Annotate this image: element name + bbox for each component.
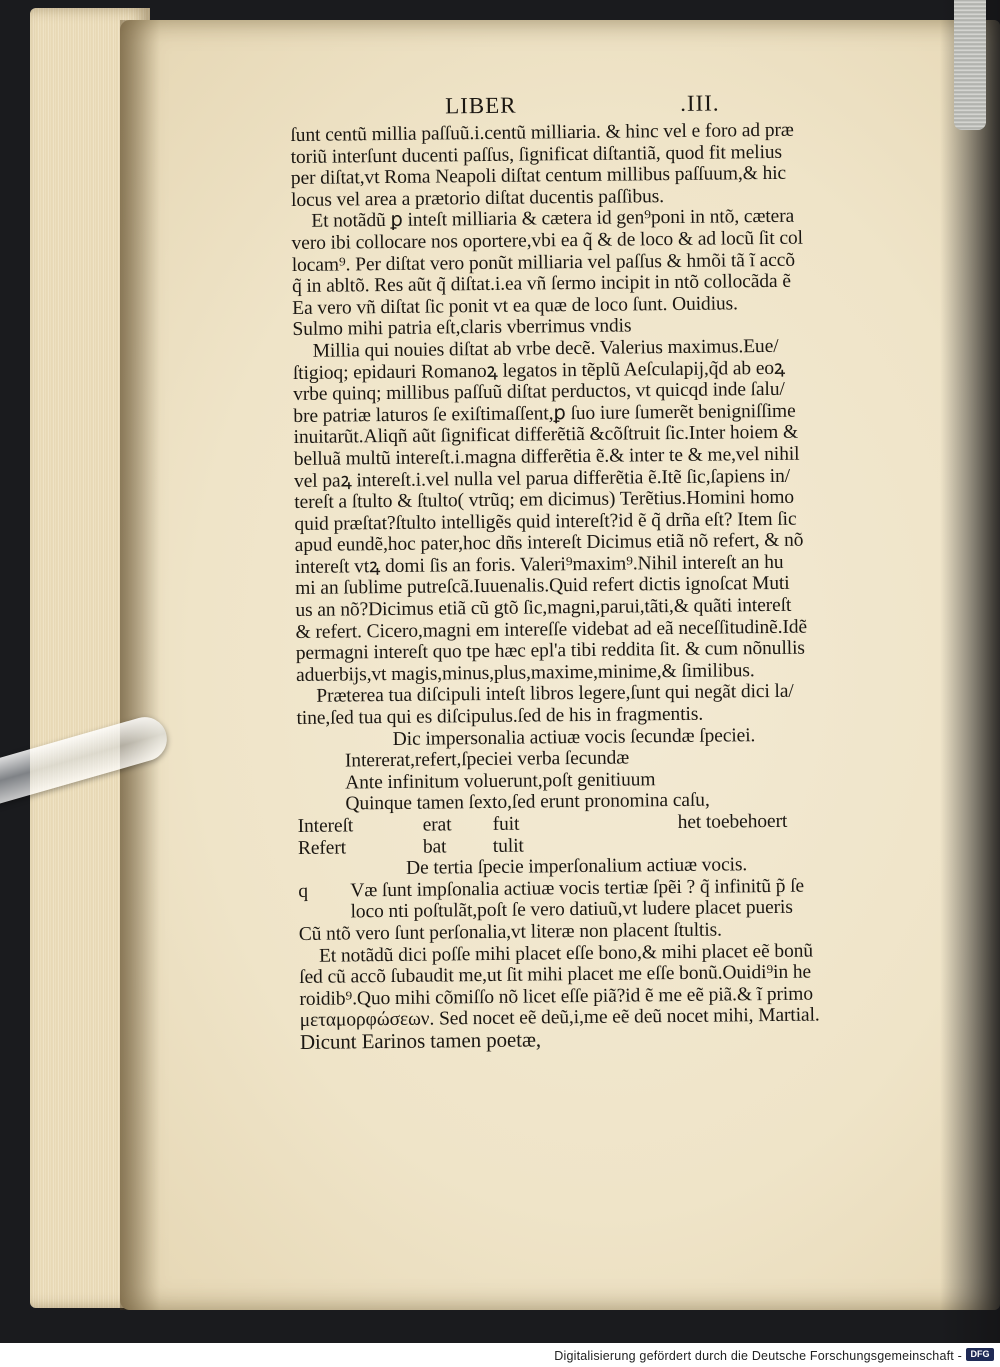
guide-letter: q [298, 880, 309, 902]
text-line: toriũ interſunt ducenti paſſus, ſignificat diſtantiã, quod fit melius [290, 141, 783, 168]
conj-imperfect: erat [422, 814, 452, 836]
dfg-logo-icon: DFG [966, 1348, 994, 1361]
text-line: locus vel area a prætorio diſtat ducentis paſſibus. [290, 185, 665, 211]
verse-line: Quinque tamen ſexto,ſed erunt pronomina caſu, [345, 790, 710, 815]
text-line: quid præſtat?ſtulto intelligẽs quid intereſt?id ẽ q̃ drña eſt? Item ſic [294, 508, 797, 535]
verse-line: Intererat,refert,ſpeciei verba ſecundæ [344, 747, 630, 772]
text-line: apud eundẽ,hoc pater,hoc dñs intereſt Dicimus etiã nõ refert, & nõ [294, 529, 804, 557]
conj-perfect: tulit [492, 835, 524, 857]
text-line: ſunt centũ millia paſſuũ.i.centũ milliaria. & hinc vel e foro ad præ [290, 119, 794, 146]
text-line: Dicunt Earinos tamen poetæ, [299, 1027, 542, 1054]
bookmark-ribbon [954, 0, 986, 130]
text-line: intereſt vtꝝ domi ſis an foris. Valeri⁹maxim⁹.Nihil intereſt an hu [294, 551, 784, 578]
text-line: per diſtat,vt Roma Neapoli diſtat centum millibus paſſuum,& hic [290, 162, 787, 190]
text-line: μεταμορφώσεων. Sed nocet eẽ deũ,i,me eẽ deũ nocet mihi, Martial. [299, 1004, 820, 1032]
text-line: aduerbijs,vt magis,minus,plus,maxime,minime,& ſimilibus. [295, 660, 755, 686]
text-line: tine,ſed tua qui es diſcipulus.ſed de his in fragmentis. [296, 703, 704, 729]
text-line: Et notãdũ ꝑ inteſt milliaria & cætera id gen⁹poni in ntõ, cætera [311, 206, 795, 233]
text-line: Millia qui nouies diſtat ab vrbe decẽ. Valerius maximus.Eue/ [312, 335, 779, 362]
text-line: Præterea tua diſcipuli inteſt libros legere,ſunt qui negãt dici la/ [316, 681, 794, 708]
text-line: belluã multũ intereſt.i.magna differẽtia ẽ.& inter te & me,vel nihil [293, 443, 800, 470]
text-line: Et notãdũ dici poſſe mihi placet eſſe bono,& mihi placet eẽ bonũ [318, 940, 814, 967]
printed-text-block [290, 88, 950, 1053]
text-line: vel paꝝ intereſt.i.vel nulla vel parua differẽtia ẽ.Itẽ ſic,ſapiens in/ [293, 465, 791, 492]
text-line: bre patriæ laturos ſe exiſtimaſſent,ꝑ ſuo iure ſumerẽt benigniſſime [293, 400, 796, 427]
verse-line: Ante infinitum voluerunt,poſt genitiuum [345, 769, 656, 794]
funding-notice: Digitalisierung gefördert durch die Deutsche Forschungsgemeinschaft - [554, 1349, 962, 1363]
conj-perfect: fuit [492, 813, 520, 835]
footer-bar [0, 1343, 1000, 1367]
text-line: Ea vero vñ diſtat ſic ponit vt ea quæ de loco ſunt. Ouidius. [292, 293, 738, 319]
text-line: inuitarũt.Aliqñ aũt ſignificat differẽtiã &cõſtruit ſic.Inter hoiem & [293, 422, 799, 449]
verse-heading: Dic impersonalia actiuæ vocis ſecundæ ſpeciei. [392, 724, 756, 750]
text-line: mi an ſublime putreſcã.Iuuenalis.Quid refert dictis ignoſcat Muti [295, 573, 790, 600]
text-line: roidib⁹.Quo mihi cõmiſſo nõ licet eſſe piã?id ẽ me eẽ piã.& ĩ primo [299, 983, 814, 1010]
text-line: locam⁹. Per diſtat vero ponũt milliaria vel paſſus & hmõi tã ĩ accõ [291, 249, 796, 276]
facing-page-edge [940, 0, 1000, 1343]
text-line: Væ ſunt impſonalia actiuæ vocis tertiæ ſpẽi ? q̃ infinitũ p̃ ſe [350, 875, 805, 902]
text-line: vrbe quinq; millibus paſſuũ diſtat perductos, vt quicqd inde ſalu/ [293, 378, 785, 406]
text-line: loco nti poſtulãt,poſt ſe vero datiuũ,vt ludere placet pueris [350, 897, 793, 923]
text-line: permagni intereſt quo tpe hæc epl'a tibi reddita ſit. & cum nõnullis [295, 637, 805, 665]
text-line: vero ibi collocare nos oportere,vbi ea q̃ & de loco & ad locũ ſit col [291, 227, 804, 254]
text-line: q̃ in abltõ. Res aũt q̃ diſtat.i.ea vñ ſermo incipit in ntõ collocãda ẽ [291, 270, 791, 298]
text-line: Cũ ntõ vero ſunt perſonalia,vt literæ non placent ſtultis. [298, 919, 723, 945]
page-gutter-shadow [120, 20, 160, 1310]
header-book-number: .III. [679, 90, 720, 116]
header-liber: LIBER [444, 92, 517, 119]
text-line: ſtigioq; epidauri Romanoꝝ legatos in tẽplũ Aeſculapij,q̃d ab eoꝝ [292, 357, 786, 384]
conj-present: Refert [297, 837, 347, 859]
text-line: & refert. Cicero,magni em intereſſe videbat ad eã neceſſitudinẽ.Idẽ [295, 616, 808, 643]
text-line: Sulmo mihi patria eſt,claris vberrimus vndis [292, 315, 632, 341]
conj-gloss: het toebehoert [677, 810, 788, 833]
text-line: tereſt a ſtulto & ſtulto( vtrũq; em dicimus) Terẽtius.Homini homo [294, 486, 795, 514]
text-line: us an nõ?Dicimus etiã cũ gtõ ſic,magni,parui,tãti,& quãti intereſt [295, 594, 792, 622]
conj-imperfect: bat [422, 835, 447, 858]
text-line: ſed cũ accõ ſubaudit me,ut ſit mihi placet me eſſe bonũ.Ouidi⁹in he [299, 961, 812, 989]
section-heading: De tertia ſpecie imperſonalium actiuæ vocis. [405, 854, 748, 880]
conj-present: Intereſt [297, 815, 354, 837]
